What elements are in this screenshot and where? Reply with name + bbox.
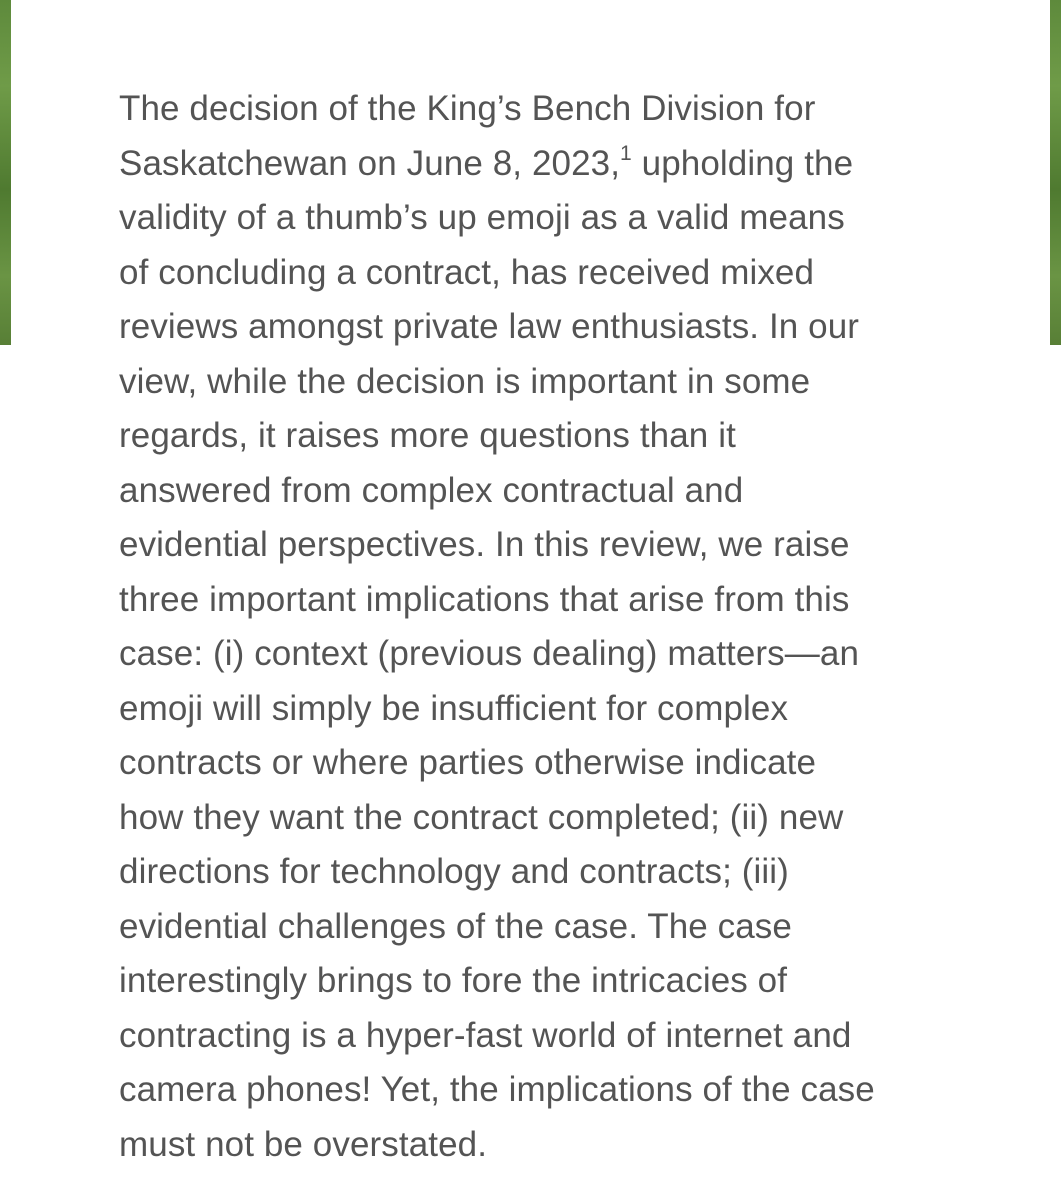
- paragraph-line: answered from complex contractual and: [119, 470, 744, 510]
- paragraph-line: The decision of the King’s Bench Division for: [119, 89, 816, 128]
- paragraph-line: validity of a thumb’s up emoji as a valid means: [119, 198, 845, 237]
- paragraph-line: directions for technology and contracts; (iii): [119, 852, 789, 891]
- right-edge-image-strip: [1050, 0, 1061, 345]
- paragraph-line: evidential perspectives. In this review, we raise: [119, 525, 850, 564]
- paragraph-line: emoji will simply be insufficient for complex: [119, 688, 789, 728]
- paragraph-line: evidential challenges of the case. The case: [119, 906, 792, 946]
- paragraph-line-text: Saskatchewan on June 8, 2023,: [119, 143, 621, 183]
- article-abstract-paragraph: [119, 82, 959, 1172]
- paragraph-line: interestingly brings to fore the intricacies of: [119, 961, 788, 1000]
- paragraph-line: three important implications that arise from this: [119, 579, 850, 619]
- paragraph-line: [119, 137, 959, 192]
- footnote-reference[interactable]: 1: [620, 141, 632, 165]
- paragraph-line: case: (i) context (previous dealing) matters—an: [119, 634, 860, 673]
- paragraph-line: of concluding a contract, has received mixed: [119, 252, 815, 292]
- paragraph-line: must not be overstated.: [119, 1124, 488, 1164]
- paragraph-line: view, while the decision is important in some: [119, 361, 811, 401]
- paragraph-line: contracts or where parties otherwise indicate: [119, 743, 817, 782]
- paragraph-line-text: upholding the: [641, 143, 854, 183]
- paragraph-line: camera phones! Yet, the implications of the case: [119, 1070, 875, 1109]
- paragraph-line: contracting is a hyper-fast world of internet and: [119, 1015, 852, 1055]
- paragraph-line: how they want the contract completed; (ii) new: [119, 797, 844, 837]
- paragraph-line: reviews amongst private law enthusiasts. In our: [119, 307, 860, 346]
- paragraph-line: regards, it raises more questions than it: [119, 416, 736, 455]
- left-edge-image-strip: [0, 0, 11, 345]
